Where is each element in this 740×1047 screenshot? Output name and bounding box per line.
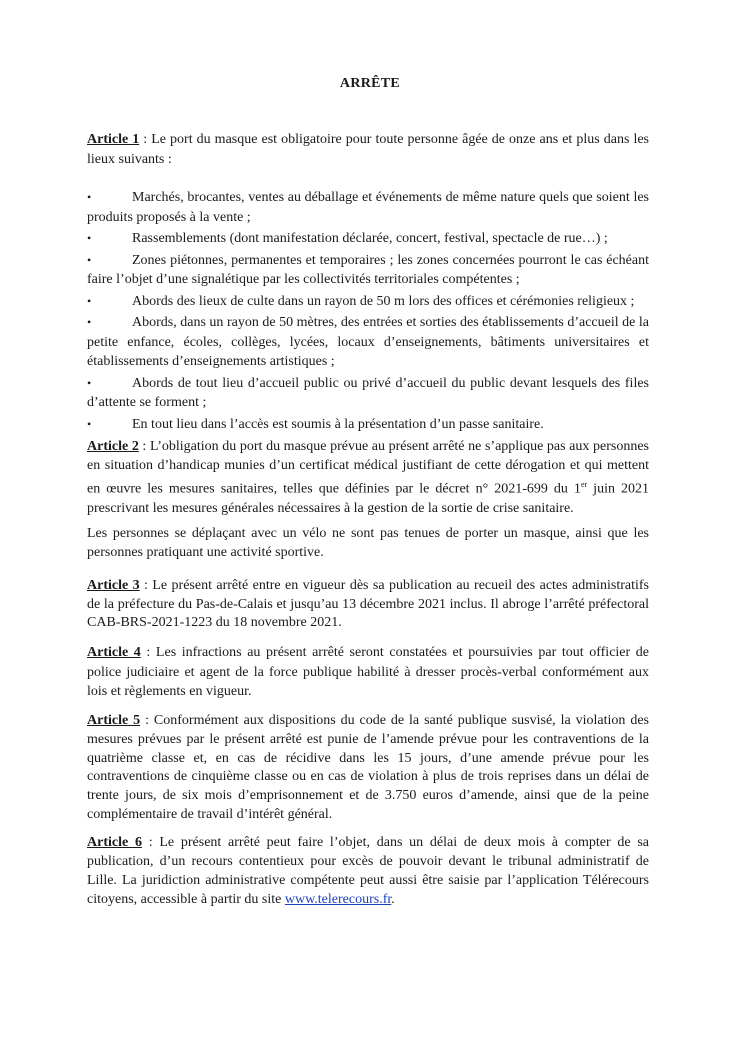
article-4-label: Article 4 (87, 645, 141, 660)
bullet-icon: • (87, 416, 92, 431)
list-item: • Zones piétonnes, permanentes et temporaires ; les zones concernées pourront le cas échéant faire l’objet d’une signalétique par les collectivités territoriales compétentes ; (87, 252, 649, 287)
article-2-text: L’obligation du port du masque prévue au présent arrêté ne s’applique pas aux personnes en situation d’handicap munies d’un certificat médical justifiant de cette dérogation et qui mettent en œuvre les mesures sanitaires, telles que définies par le décret n° 2021-699 du 1 (87, 439, 650, 497)
article-2-second-paragraph (87, 524, 649, 562)
article-5-text: Conformément aux dispositions du code de la santé publique susvisé, la violation des mesures prévues par le présent arrêté est punie de l’amende prévue pour les contraventions de la quatrième classe et, en cas de récidive dans les 15 jours, d’une amende prévue pour les contraventions de cinquième classe ou en cas de violation à plus de trois reprises dans un délai de trente jours, de six mois d’emprisonnement et de 3.750 euros d’amende, ainsi que de la peine complémentaire de travail d’intérêt général. (87, 713, 649, 822)
article-2-separator: : (138, 439, 150, 454)
article-6-paragraph (87, 833, 649, 909)
page-title: ARRÊTE (339, 76, 401, 91)
article-3 (87, 577, 649, 633)
article-6-text: Le présent arrêté peut faire l’objet, dans un délai de deux mois à compter de sa publication, d’un recours contentieux pour excès de pouvoir devant le tribunal administratif de Lille. La juridiction administrative compétente peut aussi être saisie par l’application Télérecours citoyens, accessible à partir du site (87, 835, 649, 907)
superscript: er (580, 480, 588, 489)
article-2-label: Article 2 (87, 439, 139, 454)
article-4-paragraph (87, 643, 649, 702)
bullet-icon: • (87, 231, 92, 245)
article-4-separator: : (140, 645, 156, 660)
article-3-separator: : (139, 578, 153, 593)
article-1-list (87, 188, 649, 434)
article-1-intro-paragraph (87, 130, 649, 169)
article-5-paragraph (87, 712, 649, 825)
article-1 (87, 130, 649, 436)
bullet-icon: • (87, 315, 92, 329)
article-6 (87, 833, 649, 909)
article-5-separator: : (140, 713, 154, 728)
list-item: • En tout lieu dans l’accès est soumis à la présentation d’un passe sanitaire. (87, 415, 649, 435)
article-6-end: . (391, 892, 395, 907)
article-1-intro: Le port du masque est obligatoire pour toute personne âgée de onze ans et plus dans les lieux suivants : (87, 132, 650, 167)
article-1-label: Article 1 (87, 132, 140, 147)
list-item: • Abords de tout lieu d’accueil public ou privé d’accueil du public devant lesquels des files d’attente se forment ; (87, 375, 649, 410)
article-5 (87, 712, 649, 825)
list-item: • Abords, dans un rayon de 50 mètres, des entrées et sorties des établissements d’accueil de la petite enfance, écoles, collèges, lycées, locaux d’enseignements, bâtiments universitaires et établissements d’enseignements artistiques ; (87, 315, 649, 369)
bullet-icon: • (87, 252, 92, 267)
bullet-icon: • (87, 190, 92, 204)
article-1-separator: : (139, 132, 152, 147)
article-2-text-end: juin 2021 prescrivant les mesures générales nécessaires à la gestion de la sortie de crise sanitaire. (87, 481, 649, 516)
list-item: • Rassemblements (dont manifestation déclarée, concert, festival, spectacle de rue…) ; (87, 229, 649, 249)
article-5-label: Article 5 (87, 713, 141, 728)
article-4 (87, 643, 649, 702)
list-item: • Abords des lieux de culte dans un rayon de 50 m lors des offices et cérémonies religieux ; (87, 292, 649, 312)
list-item: • Marchés, brocantes, ventes au déballage et événements de même nature quels que soient les produits proposés à la vente ; (87, 190, 649, 225)
telerecours-link[interactable]: www.telerecours.fr (284, 892, 392, 907)
article-3-paragraph (87, 577, 649, 633)
article-2-para2: Les personnes se déplaçant avec un vélo ne sont pas tenues de porter un masque, ainsi que les personnes pratiquant une activité sportive. (87, 526, 649, 560)
article-6-label: Article 6 (87, 835, 142, 850)
article-2 (87, 437, 649, 518)
article-4-text: Les infractions au présent arrêté seront constatées et poursuivies par tout officier de police judiciaire et agent de la force publique habilité à dresser procès-verbal conformément aux lois et règlements en vigueur. (87, 645, 649, 699)
article-6-separator: : (141, 835, 160, 850)
bullet-icon: • (87, 293, 92, 308)
article-2-paragraph (87, 437, 649, 518)
article-3-label: Article 3 (87, 578, 140, 593)
article-3-text: Le présent arrêté entre en vigueur dès sa publication au recueil des actes administratifs de la préfecture du Pas-de-Calais et jusqu’au 13 décembre 2021 inclus. Il abroge l’arrêté préfectoral CAB-BRS-2021-1223 du 18 novembre 2021. (87, 578, 649, 630)
bullet-icon: • (87, 375, 92, 390)
